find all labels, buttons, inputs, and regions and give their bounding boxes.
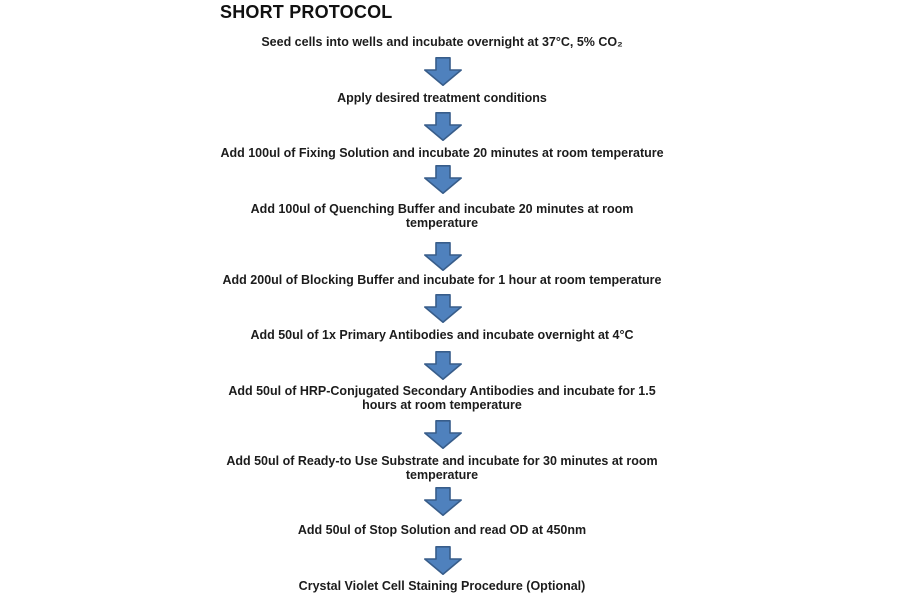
- down-arrow-icon: [424, 112, 462, 141]
- flow-step-secondary-antibodies: [228, 384, 655, 412]
- flow-step-blocking-buffer: [223, 273, 662, 287]
- step-text: Add 50ul of 1x Primary Antibodies and incubate overnight at 4°C: [250, 328, 634, 342]
- flow-step-crystal-violet: [299, 579, 586, 593]
- flow-step-stop-solution: [298, 523, 586, 537]
- flow-step-seed-cells: [261, 35, 622, 49]
- flow-step-substrate: [226, 454, 657, 482]
- down-arrow-icon: [424, 242, 462, 271]
- down-arrow-icon: [424, 57, 462, 86]
- flow-step-apply-treatment: [337, 91, 547, 105]
- down-arrow-icon: [424, 165, 462, 194]
- step-text: Crystal Violet Cell Staining Procedure (Optional): [298, 579, 586, 593]
- step-text: Add 50ul of Stop Solution and read OD at 450nm: [297, 523, 587, 537]
- step-text: Add 50ul of HRP-Conjugated Secondary Antibodies and incubate for 1.5: [228, 384, 656, 398]
- step-text: temperature: [405, 468, 479, 482]
- down-arrow-icon: [424, 420, 462, 449]
- flow-step-primary-antibodies: [250, 328, 633, 342]
- step-text: temperature: [405, 216, 479, 230]
- step-text: Add 50ul of Ready-to Use Substrate and incubate for 30 minutes at room: [226, 454, 658, 468]
- flow-step-quenching-buffer: [251, 202, 634, 230]
- down-arrow-icon: [424, 487, 462, 516]
- flow-step-fixing-solution: [220, 146, 663, 160]
- step-text: Add 100ul of Fixing Solution and incubate 20 minutes at room temperature: [220, 146, 664, 160]
- step-text: Apply desired treatment conditions: [337, 91, 547, 105]
- page-title: SHORT PROTOCOL: [220, 2, 393, 22]
- step-text: Seed cells into wells and incubate overnight at 37°C, 5% CO₂: [261, 35, 623, 49]
- down-arrow-icon: [424, 294, 462, 323]
- step-text: Add 100ul of Quenching Buffer and incubate 20 minutes at room: [250, 202, 634, 216]
- step-text: Add 200ul of Blocking Buffer and incubate for 1 hour at room temperature: [222, 273, 662, 287]
- down-arrow-icon: [424, 351, 462, 380]
- step-text: hours at room temperature: [362, 398, 522, 412]
- down-arrow-icon: [424, 546, 462, 575]
